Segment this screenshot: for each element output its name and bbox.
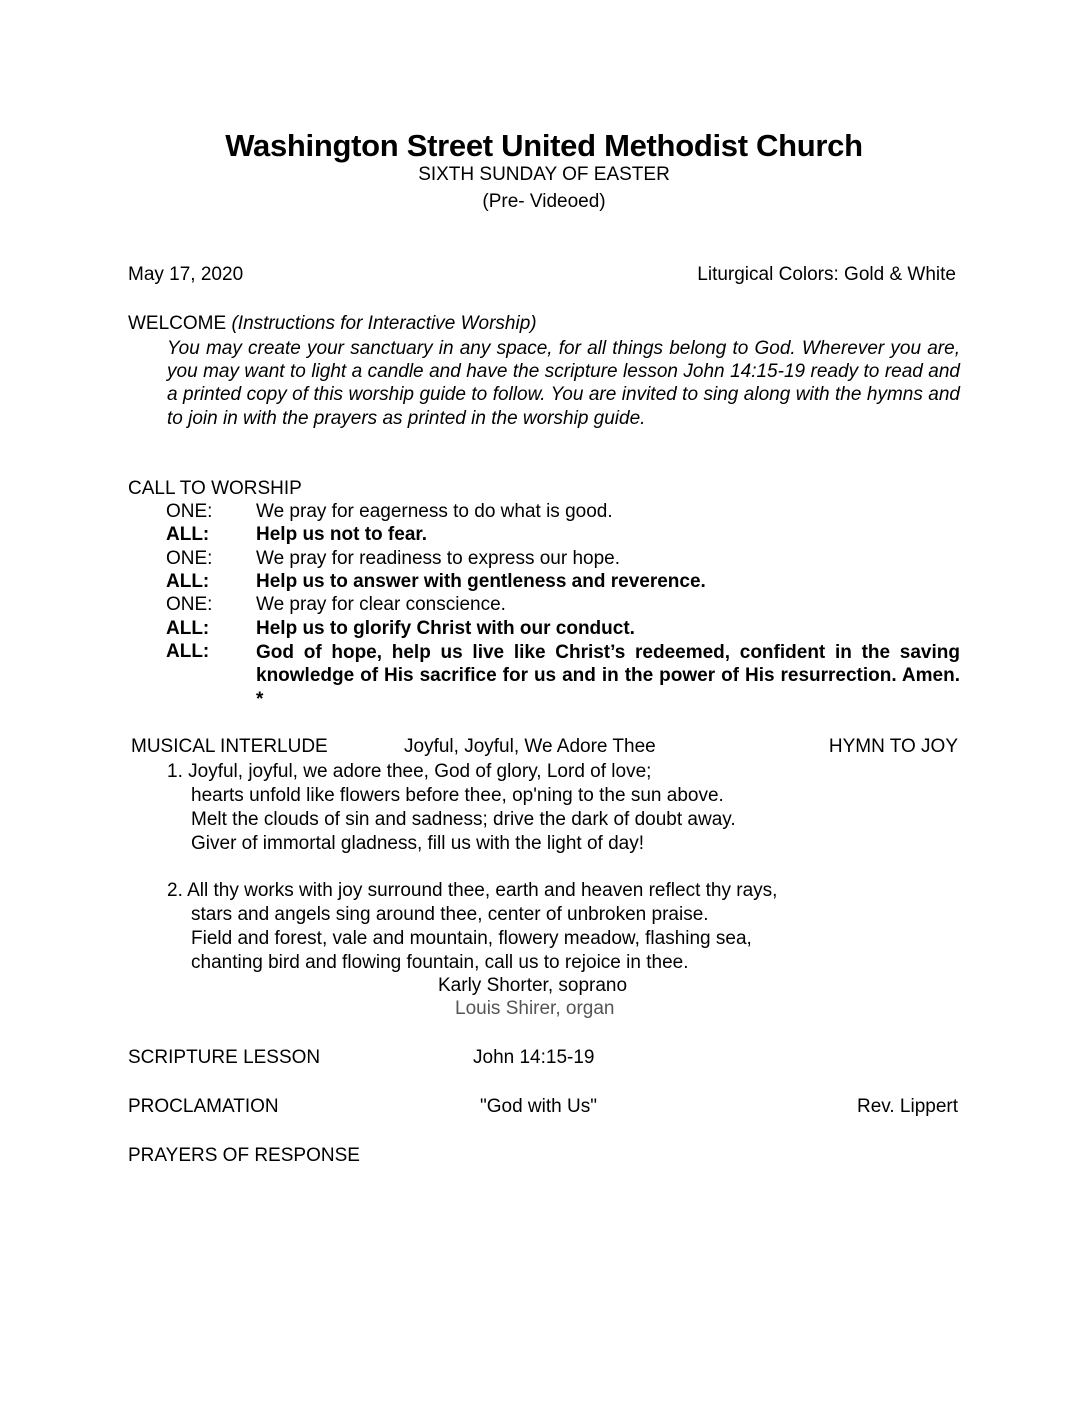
call-to-worship-heading: CALL TO WORSHIP [128,478,302,499]
proclamation-heading: PROCLAMATION [128,1096,279,1117]
welcome-instruction: (Instructions for Interactive Worship) [231,313,537,334]
hymn-verse-line: hearts unfold like flowers before thee, op'ning to the sun above. [191,785,724,806]
service-date: May 17, 2020 [128,264,244,285]
litany-speaker: ONE: [166,501,213,522]
litany-speaker: ONE: [166,594,213,615]
performer-soprano: Karly Shorter, soprano [438,975,628,996]
church-title: Washington Street United Methodist Church [225,128,863,163]
service-subtitle: SIXTH SUNDAY OF EASTER [418,164,670,185]
litany-speaker: ALL: [166,618,210,639]
final-prayer-text: God of hope, help us live like Christ’s redeemed, confident in the saving knowledge of His sacrifice for us and in the power of His resurrection. Amen. * [256,642,960,710]
litany-text: Help us to answer with gentleness and reverence. [256,571,706,592]
service-note: (Pre- Videoed) [482,191,606,212]
litany-text: We pray for readiness to express our hope. [256,548,621,569]
litany-speaker: ALL: [166,524,210,545]
scripture-heading: SCRIPTURE LESSON [128,1047,321,1068]
performer-organ: Louis Shirer, organ [455,998,615,1019]
hymn-verse-line: chanting bird and flowing fountain, call us to rejoice in thee. [191,952,689,973]
final-prayer-speaker: ALL: [166,641,210,662]
musical-interlude-heading: MUSICAL INTERLUDE [131,736,328,757]
hymn-verse-line: 2. All thy works with joy surround thee, earth and heaven reflect thy rays, [167,880,778,901]
preacher-name: Rev. Lippert [856,1096,958,1117]
hymn-verse-line: Melt the clouds of sin and sadness; drive the dark of doubt away. [191,809,736,830]
litany-line [166,618,635,640]
litany-line [166,594,506,616]
sermon-title: "God with Us" [480,1096,597,1117]
hymn-verse-line: stars and angels sing around thee, center of unbroken praise. [191,904,709,925]
hymn-verse-line: 1. Joyful, joyful, we adore thee, God of glory, Lord of love; [167,761,652,782]
scripture-reference: John 14:15-19 [473,1047,595,1068]
hymn-title: Joyful, Joyful, We Adore Thee [404,736,656,757]
litany-speaker: ONE: [166,548,213,569]
hymn-verse-line: Giver of immortal gladness, fill us with the light of day! [191,833,645,854]
liturgical-colors: Liturgical Colors: Gold & White [697,264,956,285]
litany-text: We pray for eagerness to do what is good. [256,501,613,522]
litany-text: Help us not to fear. [256,524,428,545]
hymn-tune: HYMN TO JOY [828,736,958,757]
prayers-heading: PRAYERS OF RESPONSE [128,1145,360,1166]
litany-line [166,501,613,523]
litany-speaker: ALL: [166,571,210,592]
welcome-body: You may create your sanctuary in any space, for all things belong to God. Wherever you are, you may want to light a candle and have the scripture lesson John 14:15-19 ready to read and a printed copy of this worship guide to follow. You are invited to sing along with the hymns and to join in with the prayers as printed in the worship guide. [167,338,960,429]
litany-line [166,524,427,546]
litany-text: Help us to glorify Christ with our conduct. [256,618,635,639]
hymn-verse-line: Field and forest, vale and mountain, flowery meadow, flashing sea, [191,928,752,949]
welcome-heading-label: WELCOME [128,313,227,334]
litany-text: We pray for clear conscience. [256,594,506,615]
welcome-heading [128,313,537,335]
litany-line [166,548,620,570]
litany-line [166,571,706,593]
